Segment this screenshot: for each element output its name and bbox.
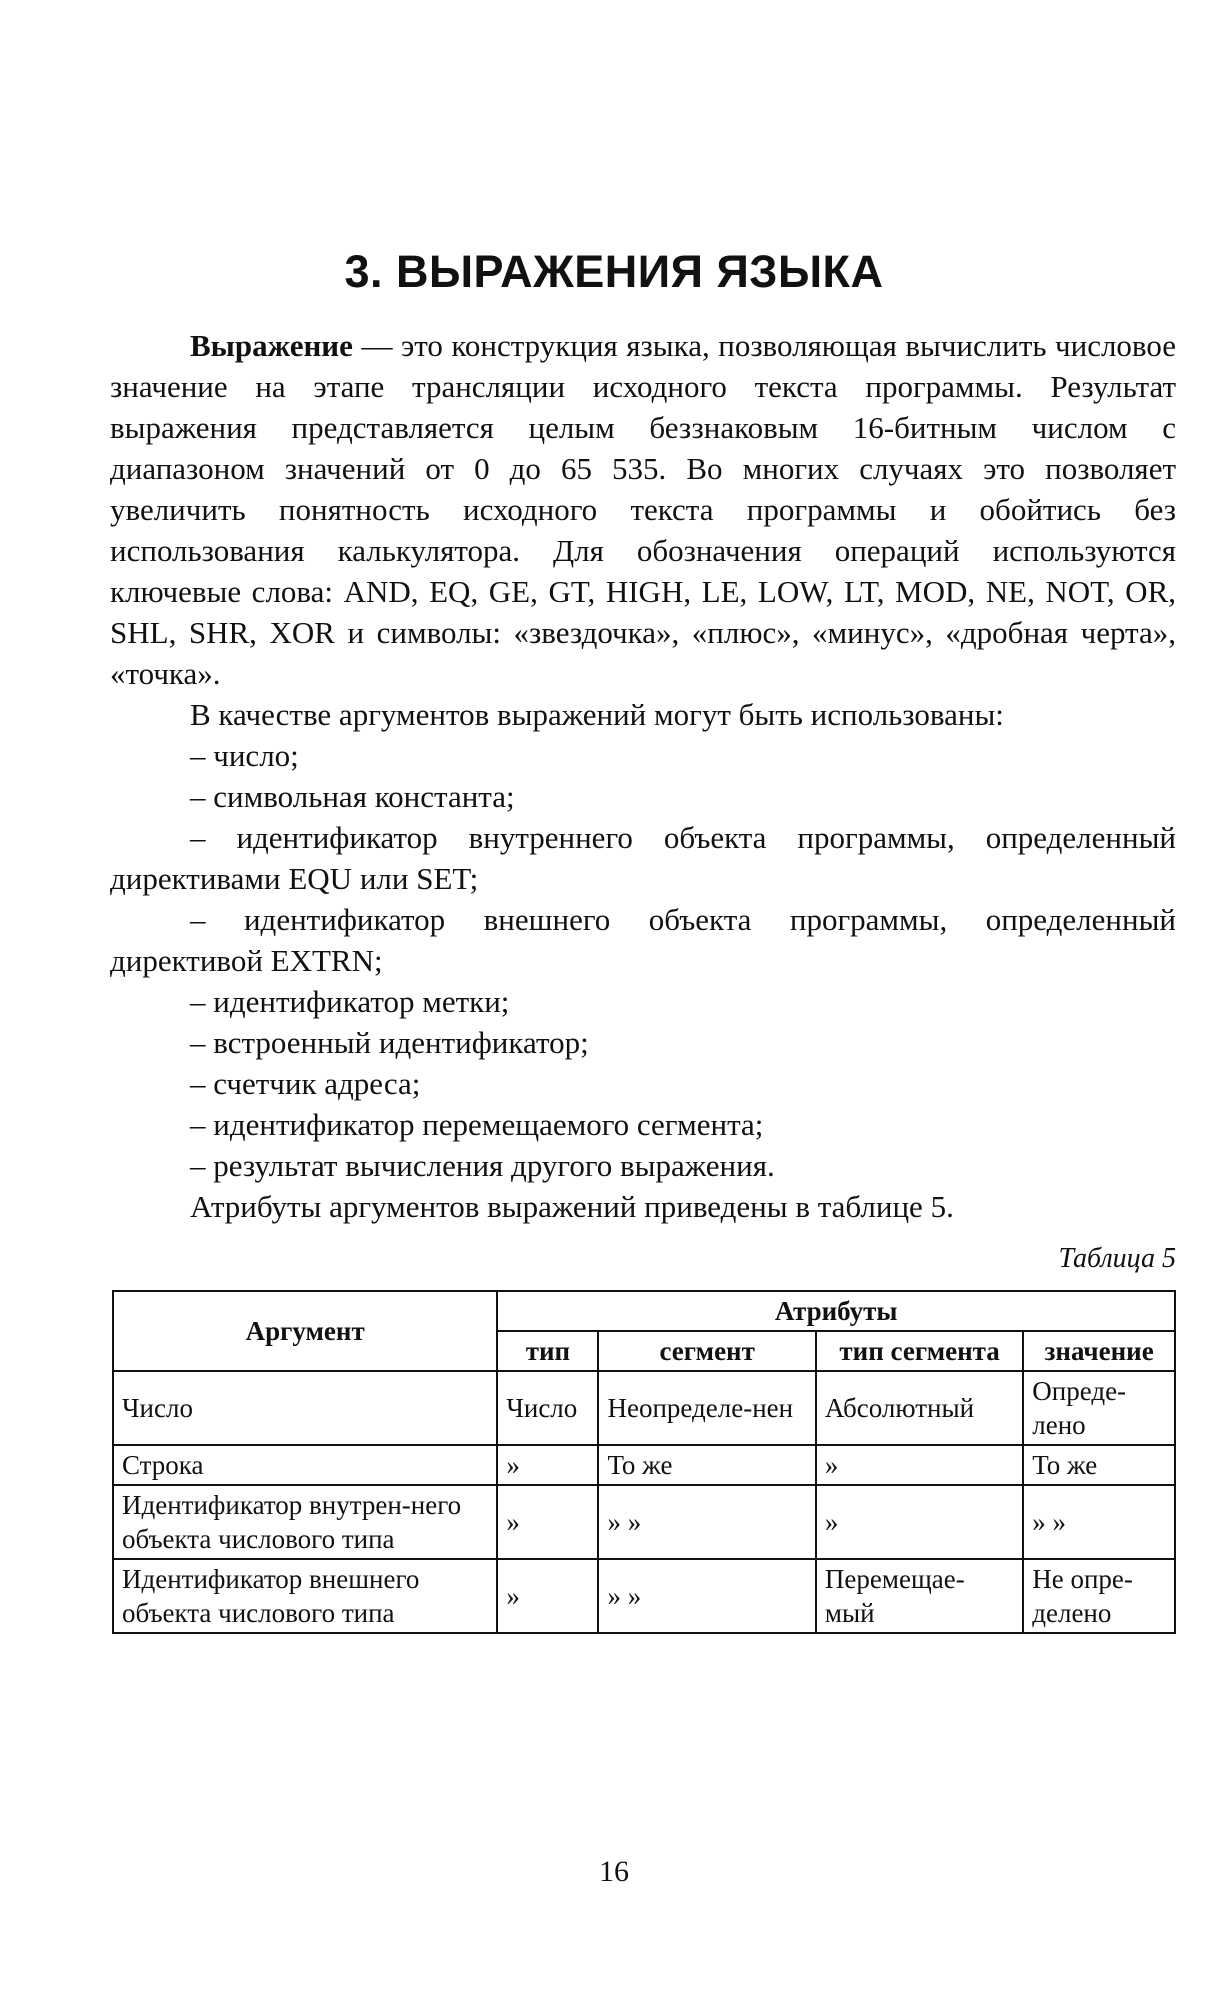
list-item: – результат вычисления другого выражения.: [190, 1148, 775, 1183]
header-argument: Аргумент: [113, 1291, 497, 1371]
cell-segment: » »: [598, 1559, 815, 1633]
header-segment-type: тип сегмента: [816, 1331, 1023, 1371]
cell-segment: То же: [598, 1445, 815, 1485]
table-row: [113, 1371, 1175, 1445]
list-item: – символьная константа;: [190, 779, 515, 814]
header-value: значение: [1023, 1331, 1175, 1371]
table-reference: Атрибуты аргументов выражений приведены в таблице 5.: [190, 1189, 954, 1224]
section-body: [110, 325, 1176, 1227]
cell-value: Опреде-лено: [1023, 1371, 1175, 1445]
table-header-row: [113, 1291, 1175, 1331]
table-row: [113, 1485, 1175, 1559]
attributes-table: [112, 1290, 1176, 1634]
arguments-intro: В качестве аргументов выражений могут быть использованы:: [190, 697, 1004, 732]
header-attributes: Атрибуты: [497, 1291, 1175, 1331]
cell-type: Число: [497, 1371, 598, 1445]
cell-type: »: [497, 1445, 598, 1485]
list-item: – число;: [190, 738, 299, 773]
cell-value: » »: [1023, 1485, 1175, 1559]
list-item: – идентификатор перемещаемого сегмента;: [190, 1107, 764, 1142]
cell-segment-type: Абсолютный: [816, 1371, 1023, 1445]
section-title: 3. ВЫРАЖЕНИЯ ЯЗЫКА: [344, 246, 884, 297]
cell-value: Не опре-делено: [1023, 1559, 1175, 1633]
table-caption: Таблица 5: [1058, 1243, 1176, 1274]
list-item: – идентификатор метки;: [190, 984, 510, 1019]
cell-type: »: [497, 1559, 598, 1633]
list-item: – встроенный идентификатор;: [190, 1025, 589, 1060]
cell-type: »: [497, 1485, 598, 1559]
list-item: – идентификатор внешнего объекта программы, определенный директивой EXTRN;: [110, 902, 1176, 978]
table-row: [113, 1445, 1175, 1485]
header-type: тип: [497, 1331, 598, 1371]
cell-value: То же: [1023, 1445, 1175, 1485]
definition-text: — это конструкция языка, позволяющая вычислить числовое значение на этапе трансляции исходного текста программы. Результат выражения представляется целым беззнаковым 16-битным числом с диапазоном значений от 0 до 65 535. Во многих случаях это позволяет увеличить понятность исходного текста программы и обойтись без использования калькулятора. Для обозначения операций используются ключевые слова: AND, EQ, GE, GT, HIGH, LE, LOW, LT, MOD, NE, NOT, OR, SHL, SHR, XOR и символы: «звездочка», «плюс», «минус», «дробная черта», «точка».: [110, 328, 1176, 691]
definition-term: Выражение: [190, 328, 353, 363]
header-segment: сегмент: [598, 1331, 815, 1371]
cell-argument: Идентификатор внутрен-него объекта числового типа: [113, 1485, 497, 1559]
list-item: – идентификатор внутреннего объекта программы, определенный директивами EQU или SET;: [110, 820, 1176, 896]
table-row: [113, 1559, 1175, 1633]
cell-argument: Строка: [113, 1445, 497, 1485]
page-number: 16: [599, 1855, 629, 1888]
cell-segment-type: »: [816, 1445, 1023, 1485]
cell-argument: Идентификатор внешнего объекта числового типа: [113, 1559, 497, 1633]
cell-segment-type: Перемещае-мый: [816, 1559, 1023, 1633]
cell-segment: Неопределе-нен: [598, 1371, 815, 1445]
definition-paragraph: [110, 325, 1176, 694]
cell-argument: Число: [113, 1371, 497, 1445]
list-item: – счетчик адреса;: [190, 1066, 421, 1101]
cell-segment: » »: [598, 1485, 815, 1559]
cell-segment-type: »: [816, 1485, 1023, 1559]
